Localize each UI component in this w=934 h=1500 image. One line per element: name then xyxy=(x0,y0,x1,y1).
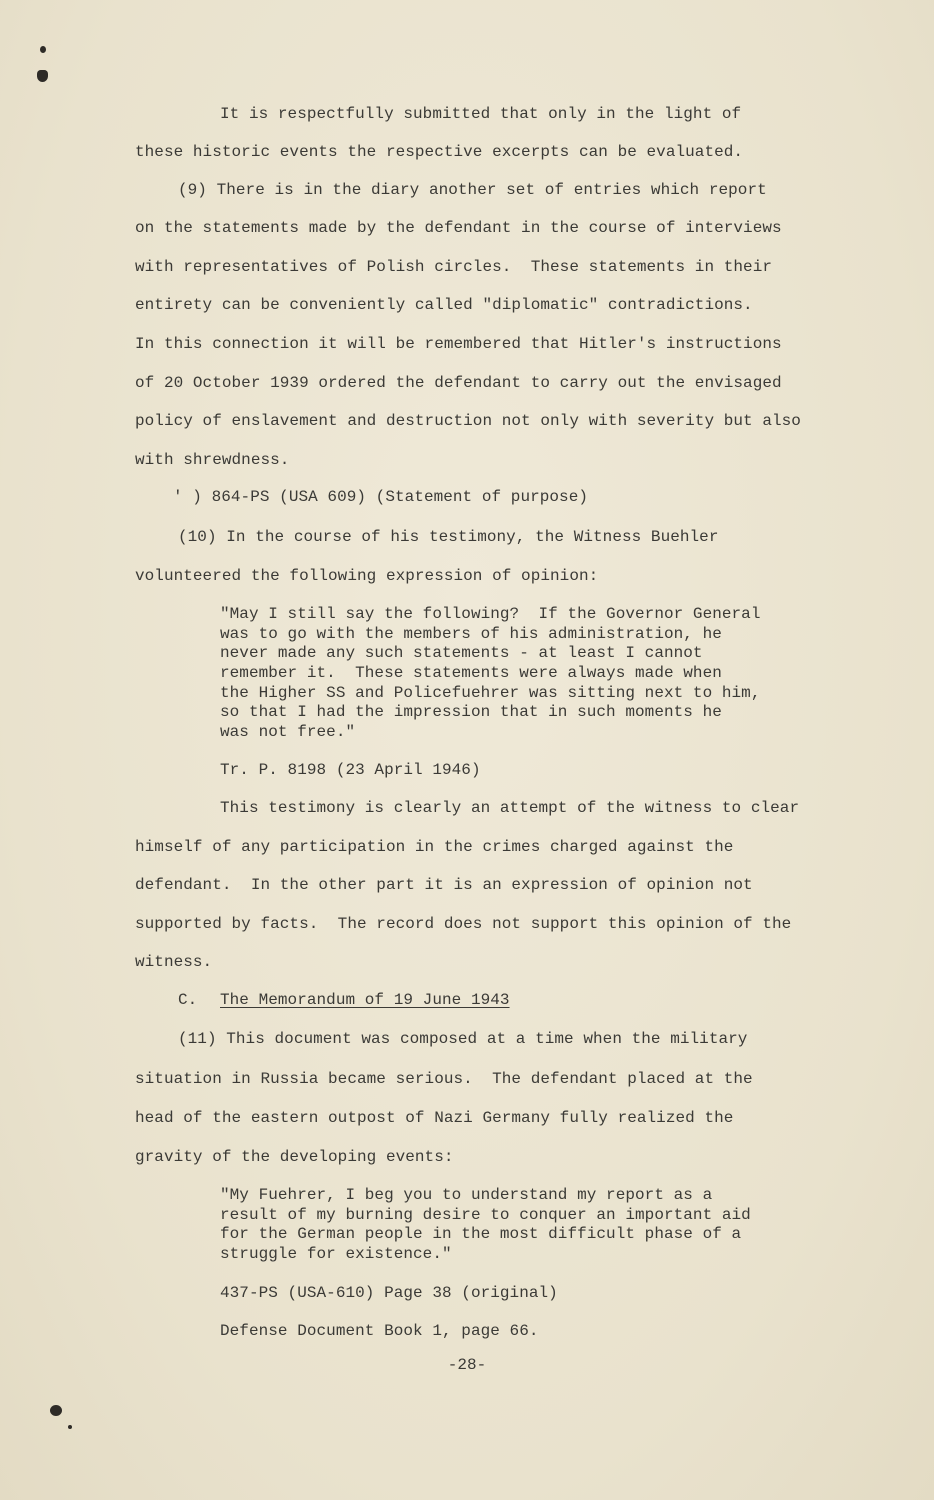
text-line: It is respectfully submitted that only in the light of xyxy=(220,105,742,123)
text-line: policy of enslavement and destruction not only with severity but also xyxy=(135,412,801,430)
text-line: (9) There is in the diary another set of entries which report xyxy=(178,181,767,199)
text-line: of 20 October 1939 ordered the defendant to carry out the envisaged xyxy=(135,374,782,392)
quote-line: "My Fuehrer, I beg you to understand my report as a xyxy=(220,1186,713,1204)
text-line: witness. xyxy=(135,953,213,971)
text-line: defendant. In the other part it is an expression of opinion not xyxy=(135,876,753,894)
section-heading: The Memorandum of 19 June 1943 xyxy=(220,991,510,1009)
quote-line: never made any such statements - at least I cannot xyxy=(220,644,703,662)
text-line: gravity of the developing events: xyxy=(135,1148,454,1166)
text-line: himself of any participation in the crimes charged against the xyxy=(135,838,734,856)
text-line: on the statements made by the defendant in the course of interviews xyxy=(135,219,782,237)
text-line: This testimony is clearly an attempt of the witness to clear xyxy=(220,799,800,817)
text-line: volunteered the following expression of opinion: xyxy=(135,567,599,585)
text-line: situation in Russia became serious. The defendant placed at the xyxy=(135,1070,753,1088)
punch-mark-bottom-2 xyxy=(68,1425,72,1429)
text-line: entirety can be conveniently called "diplomatic" contradictions. xyxy=(135,296,753,314)
quote-line: the Higher SS and Policefuehrer was sitting next to him, xyxy=(220,684,761,702)
quote-line: remember it. These statements were always made when xyxy=(220,664,722,682)
quote-line: was not free." xyxy=(220,723,356,741)
page-number: -28- xyxy=(447,1356,487,1374)
exhibit-reference: 437-PS (USA-610) Page 38 (original) xyxy=(220,1284,558,1302)
text-line: (11) This document was composed at a time when the military xyxy=(178,1030,748,1048)
text-line: head of the eastern outpost of Nazi Germany fully realized the xyxy=(135,1109,734,1127)
text-line: In this connection it will be remembered that Hitler's instructions xyxy=(135,335,782,353)
punch-mark-bottom xyxy=(50,1405,62,1416)
punch-mark-top-1 xyxy=(40,46,46,53)
exhibit-reference: ' ) 864-PS (USA 609) (Statement of purpose) xyxy=(173,488,589,506)
text-line: with shrewdness. xyxy=(135,451,290,469)
text-line: supported by facts. The record does not support this opinion of the xyxy=(135,915,792,933)
quote-line: was to go with the members of his administration, he xyxy=(220,625,722,643)
quote-line: so that I had the impression that in such moments he xyxy=(220,703,722,721)
section-label: C. xyxy=(178,991,198,1009)
punch-mark-top-2 xyxy=(37,70,48,82)
quote-line: result of my burning desire to conquer an important aid xyxy=(220,1206,751,1224)
text-line: these historic events the respective excerpts can be evaluated. xyxy=(135,143,744,161)
quote-line: for the German people in the most difficult phase of a xyxy=(220,1225,742,1243)
text-line: with representatives of Polish circles. These statements in their xyxy=(135,258,773,276)
defense-document-reference: Defense Document Book 1, page 66. xyxy=(220,1322,539,1340)
quote-line: "May I still say the following? If the Governor General xyxy=(220,605,761,623)
transcript-reference: Tr. P. 8198 (23 April 1946) xyxy=(220,761,481,779)
text-line: (10) In the course of his testimony, the Witness Buehler xyxy=(178,528,719,546)
quote-line: struggle for existence." xyxy=(220,1245,452,1263)
